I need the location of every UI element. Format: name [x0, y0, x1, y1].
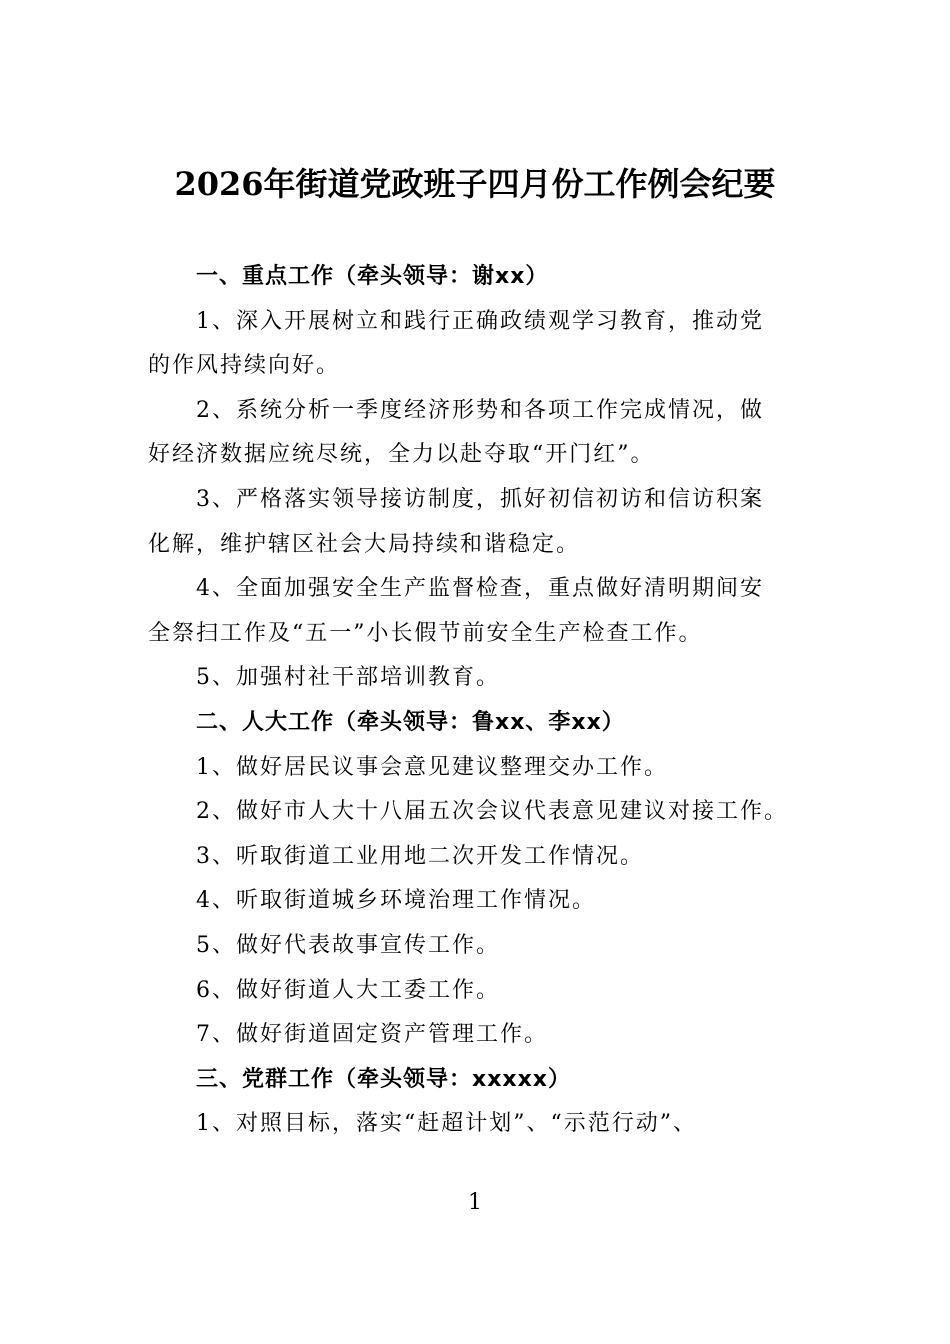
paragraph-line: 全祭扫工作及“五一”小长假节前安全生产检查工作。 — [148, 620, 703, 646]
paragraph-line: 3、严格落实领导接访制度，抓好初信初访和信访积案 — [196, 486, 764, 512]
paragraph-line: 的作风持续向好。 — [148, 353, 341, 379]
paragraph-line: 化解，维护辖区社会大局持续和谐稳定。 — [148, 531, 581, 557]
paragraph-line: 1、深入开展树立和践行正确政绩观学习教育，推动党 — [196, 308, 764, 334]
paragraph-line: 5、加强村社干部培训教育。 — [196, 665, 500, 691]
paragraph-line: 7、做好街道固定资产管理工作。 — [196, 1022, 548, 1048]
paragraph-line: 1、做好居民议事会意见建议整理交办工作。 — [196, 754, 668, 780]
section-heading-3: 三、党群工作（牵头领导：xxxxx） — [196, 1066, 571, 1092]
paragraph-line: 6、做好街道人大工委工作。 — [196, 977, 500, 1003]
paragraph-line: 好经济数据应统尽统，全力以赴夺取“开门红”。 — [148, 442, 655, 468]
paragraph-line: 5、做好代表故事宣传工作。 — [196, 932, 500, 958]
paragraph-line: 2、系统分析一季度经济形势和各项工作完成情况，做 — [196, 397, 764, 423]
section-heading-2: 二、人大工作（牵头领导：鲁xx、李xx） — [196, 709, 625, 735]
section-heading-1: 一、重点工作（牵头领导：谢xx） — [196, 264, 549, 289]
page-number: 1 — [468, 1190, 482, 1215]
paragraph-line: 1、对照目标，落实“赶超计划”、“示范行动”、 — [196, 1111, 697, 1137]
paragraph-line: 2、做好市人大十八届五次会议代表意见建议对接工作。 — [196, 799, 788, 825]
paragraph-line: 3、听取街道工业用地二次开发工作情况。 — [196, 843, 644, 869]
document-body — [148, 255, 818, 1147]
paragraph-line: 4、听取街道城乡环境治理工作情况。 — [196, 888, 596, 914]
paragraph-line: 4、全面加强安全生产监督检查，重点做好清明期间安 — [196, 576, 764, 602]
document-title: 2026年街道党政班子四月份工作例会纪要 — [174, 165, 776, 203]
